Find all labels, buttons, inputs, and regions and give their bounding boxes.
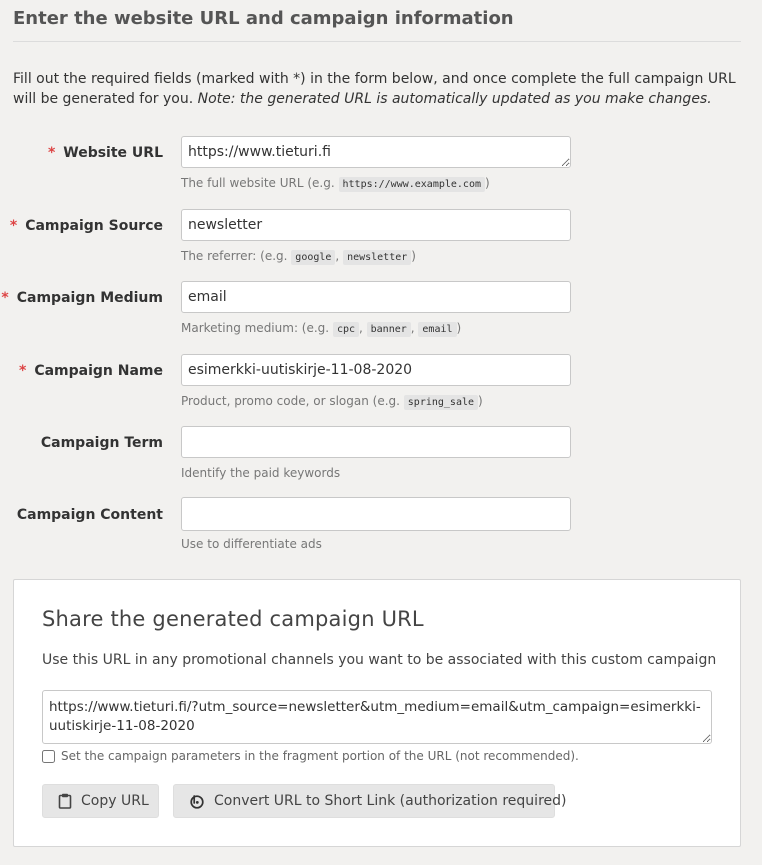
campaign-source-label xyxy=(10,217,163,235)
intro-note: Note: the generated URL is automatically updated as you make changes. xyxy=(197,91,712,107)
campaign-source-input[interactable] xyxy=(181,209,571,241)
share-title: Share the generated campaign URL xyxy=(42,607,424,631)
required-marker: * xyxy=(9,218,18,234)
campaign-name-help xyxy=(181,394,483,408)
fragment-checkbox[interactable] xyxy=(42,750,55,763)
help-suffix: ) xyxy=(411,249,416,263)
example-code: spring_sale xyxy=(404,395,478,410)
campaign-medium-input[interactable] xyxy=(181,281,571,313)
help-suffix: ) xyxy=(478,394,483,408)
campaign-content-help: Use to differentiate ads xyxy=(181,537,322,551)
example-code: email xyxy=(418,322,456,337)
campaign-source-help: The referrer: (e.g. google , newsletter ) xyxy=(181,249,416,263)
intro-text xyxy=(13,69,743,109)
website-url-label-text: Website URL xyxy=(63,145,163,161)
campaign-content-label: Campaign Content xyxy=(16,507,163,523)
intro-main: Fill out the required fields (marked with *) in the form below, and once complete the full campaign URL will be generated for you. xyxy=(13,71,736,107)
help-suffix: ) xyxy=(485,176,490,190)
campaign-medium-help: Marketing medium: (e.g. cpc , banner , email ) xyxy=(181,321,462,335)
campaign-medium-label xyxy=(1,289,163,307)
help-prefix: The full website URL (e.g. xyxy=(181,176,335,190)
generated-url-output[interactable] xyxy=(42,690,712,744)
example-code: https://www.example.com xyxy=(339,177,485,192)
bitly-icon xyxy=(189,793,205,809)
shorten-url-label: Convert URL to Short Link (authorization required) xyxy=(214,793,567,809)
required-marker: * xyxy=(47,145,56,161)
fragment-checkbox-label: Set the campaign parameters in the fragment portion of the URL (not recommended). xyxy=(61,749,579,763)
campaign-medium-label-text: Campaign Medium xyxy=(16,290,163,306)
copy-url-button[interactable] xyxy=(42,784,159,818)
website-url-input[interactable] xyxy=(181,136,571,168)
example-code: newsletter xyxy=(343,250,411,265)
example-code: google xyxy=(291,250,335,265)
campaign-term-help: Identify the paid keywords xyxy=(181,466,341,480)
campaign-term-label: Campaign Term xyxy=(40,435,163,451)
help-prefix: Product, promo code, or slogan (e.g. xyxy=(181,394,400,408)
campaign-content-input[interactable] xyxy=(181,497,571,531)
campaign-name-label xyxy=(19,362,163,380)
help-suffix: ) xyxy=(456,321,462,335)
required-marker: * xyxy=(1,290,9,306)
campaign-name-label-text: Campaign Name xyxy=(34,363,163,379)
campaign-source-label-text: Campaign Source xyxy=(25,218,163,234)
share-panel xyxy=(13,579,741,847)
website-url-help xyxy=(181,176,490,190)
fragment-option[interactable] xyxy=(42,749,579,763)
help-prefix: Marketing medium: (e.g. xyxy=(181,321,330,335)
example-code: cpc xyxy=(333,322,359,337)
example-code: banner xyxy=(367,322,411,337)
section-heading: Enter the website URL and campaign information xyxy=(13,8,514,29)
clipboard-icon xyxy=(58,793,72,809)
website-url-label xyxy=(48,144,163,162)
required-marker: * xyxy=(18,363,27,379)
copy-url-label: Copy URL xyxy=(81,793,149,809)
campaign-term-input[interactable] xyxy=(181,426,571,458)
help-prefix: The referrer: (e.g. xyxy=(181,249,288,263)
campaign-name-input[interactable] xyxy=(181,354,571,386)
shorten-url-button[interactable] xyxy=(173,784,567,818)
heading-divider xyxy=(13,41,741,42)
share-description: Use this URL in any promotional channels you want to be associated with this custom campaign xyxy=(42,652,717,668)
